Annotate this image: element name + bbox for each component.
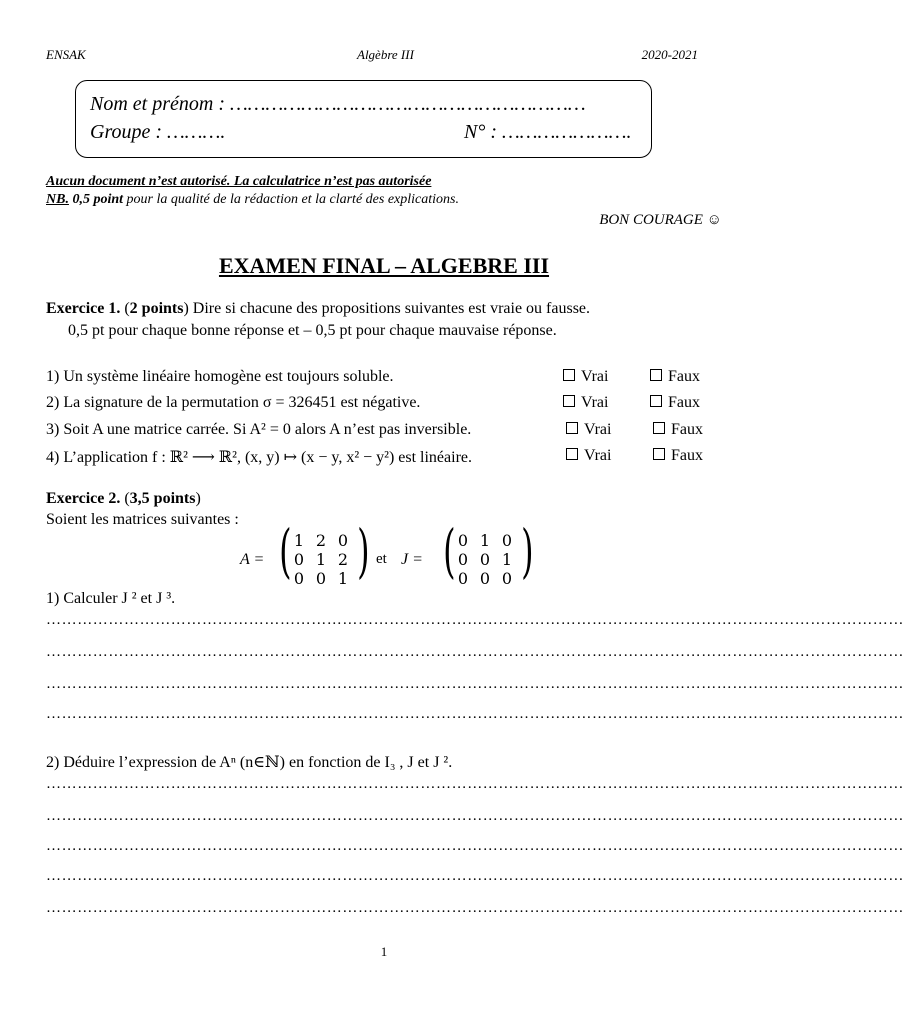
checkbox-label: Faux (668, 394, 700, 411)
exercise1-statement: Dire si chacune des propositions suivantes est vraie ou fausse. (188, 300, 591, 317)
answer-line[interactable]: ………………………………………………………………………………………………………………………………………………… (46, 612, 904, 628)
checkbox-label: Vrai (581, 368, 609, 385)
matrix-j-entry: 0 (457, 531, 469, 550)
checkbox-label: Faux (668, 368, 700, 385)
exercise2-intro: Soient les matrices suivantes : (46, 511, 239, 528)
checkbox-square-icon[interactable] (566, 422, 578, 434)
checkbox-square-icon[interactable] (563, 369, 575, 381)
exercise1-label: Exercice 1. (46, 300, 121, 317)
item-number: 1) (46, 368, 64, 385)
checkbox-label: Faux (671, 421, 703, 438)
checkbox-true[interactable] (566, 421, 611, 439)
item-statement: L’application f : ℝ² ⟶ ℝ², (x, y) ↦ (x − y, x² − y²) est linéaire. (63, 449, 473, 466)
item-number: 2) (46, 394, 64, 411)
header-course: Algèbre III (357, 47, 414, 62)
checkbox-label: Vrai (584, 421, 612, 438)
matrix-a-entry: 0 (315, 569, 327, 588)
matrix-j-cells (452, 532, 518, 588)
matrix-a-entry: 1 (315, 550, 327, 569)
nb-note (46, 192, 459, 208)
exercise1-points: 2 points (129, 300, 184, 317)
matrix-j-right-paren: ) (521, 517, 534, 585)
checkbox-square-icon[interactable] (563, 395, 575, 407)
checkbox-square-icon[interactable] (650, 369, 662, 381)
item-number: 3) (46, 421, 64, 438)
exercise1-item (46, 421, 471, 439)
nb-prefix: NB. (46, 192, 69, 207)
checkbox-false[interactable] (650, 368, 700, 386)
item-number: 4) (46, 449, 64, 466)
matrix-a-entry: 0 (337, 531, 349, 550)
exercise1-scoring: 0,5 pt pour chaque bonne réponse et – 0,5 pt pour chaque mauvaise réponse. (68, 322, 557, 339)
header-year: 2020-2021 (641, 47, 698, 62)
nb-text: pour la qualité de la rédaction et la clarté des explications. (123, 192, 459, 207)
exercise2-points: 3,5 points (129, 490, 196, 507)
answer-line[interactable]: ………………………………………………………………………………………………………………………………………………… (46, 868, 904, 884)
answer-line[interactable]: ………………………………………………………………………………………………………………………………………………… (46, 838, 904, 854)
matrix-a-entry: 1 (293, 531, 305, 550)
matrix-j-entry: 0 (501, 569, 513, 588)
matrix-a-entry: 0 (293, 569, 305, 588)
page-number: 1 (380, 944, 388, 959)
matrix-j-entry: 1 (479, 531, 491, 550)
checkbox-square-icon[interactable] (653, 448, 665, 460)
exercise2-question2: 2) Déduire l’expression de Aⁿ (n∈ℕ) en fonction de I₃ , J et J ². (46, 754, 453, 771)
exercise1-item (46, 447, 472, 467)
matrix-a-label: A = (240, 551, 265, 568)
matrix-j-label: J = (401, 551, 423, 568)
checkbox-true[interactable] (566, 447, 611, 465)
nb-points: 0,5 point (72, 192, 124, 207)
matrix-a-entry: 0 (293, 550, 305, 569)
exercise1-item (46, 368, 393, 386)
checkbox-label: Vrai (584, 447, 612, 464)
matrix-connector: et (376, 551, 387, 567)
name-field-label: Nom et prénom : …………………………………………………… (90, 93, 586, 115)
answer-line[interactable]: ………………………………………………………………………………………………………………………………………………… (46, 644, 904, 660)
checkbox-square-icon[interactable] (650, 395, 662, 407)
matrix-a-left-paren: ( (279, 517, 292, 585)
exam-title: EXAMEN FINAL – ALGEBRE III (218, 253, 550, 278)
header-school: ENSAK (46, 47, 86, 62)
number-field-label: N° : …………………. (464, 121, 632, 143)
matrix-a-right-paren: ) (357, 517, 370, 585)
checkbox-label: Vrai (581, 394, 609, 411)
item-statement: Un système linéaire homogène est toujours soluble. (63, 368, 394, 385)
answer-line[interactable]: ………………………………………………………………………………………………………………………………………………… (46, 900, 904, 916)
matrix-j-entry: 0 (479, 550, 491, 569)
matrix-j-left-paren: ( (443, 517, 456, 585)
answer-line[interactable]: ………………………………………………………………………………………………………………………………………………… (46, 676, 904, 692)
answer-line[interactable]: ………………………………………………………………………………………………………………………………………………… (46, 776, 904, 792)
matrix-j-entry: 0 (501, 531, 513, 550)
checkbox-square-icon[interactable] (653, 422, 665, 434)
matrix-j-entry: 1 (501, 550, 513, 569)
exercise2-label: Exercice 2. (46, 490, 121, 507)
matrix-j-entry: 0 (457, 569, 469, 588)
item-statement: Soit A une matrice carrée. Si A² = 0 alors A n’est pas inversible. (63, 421, 472, 438)
answer-line[interactable]: ………………………………………………………………………………………………………………………………………………… (46, 706, 904, 722)
matrix-a-entry: 1 (337, 569, 349, 588)
matrix-j-entry: 0 (479, 569, 491, 588)
exercise1-heading: Exercice 1. (2 points) Dire si chacune des propositions suivantes est vraie ou fausse. (46, 300, 591, 317)
matrix-j-entry: 0 (457, 550, 469, 569)
item-statement: La signature de la permutation σ = 326451 est négative. (63, 394, 421, 411)
checkbox-true[interactable] (563, 394, 608, 412)
checkbox-false[interactable] (653, 421, 703, 439)
exercise2-question1: 1) Calculer J ² et J ³. (46, 590, 176, 607)
matrix-a-cells (288, 532, 354, 588)
checkbox-false[interactable] (650, 394, 700, 412)
group-field-label: Groupe : ………. (90, 121, 226, 143)
answer-line[interactable]: ………………………………………………………………………………………………………………………………………………… (46, 808, 904, 824)
exercise1-item (46, 394, 420, 412)
exam-rules-warning: Aucun document n’est autorisé. La calculatrice n’est pas autorisée (46, 174, 432, 189)
checkbox-true[interactable] (563, 368, 608, 386)
checkbox-square-icon[interactable] (566, 448, 578, 460)
matrix-a-entry: 2 (337, 550, 349, 569)
matrix-a-entry: 2 (315, 531, 327, 550)
good-luck-text: BON COURAGE ☺ (599, 212, 722, 228)
exercise2-heading: Exercice 2. (3,5 points) (46, 490, 201, 507)
checkbox-false[interactable] (653, 447, 703, 465)
identity-box (75, 80, 652, 158)
checkbox-label: Faux (671, 447, 703, 464)
